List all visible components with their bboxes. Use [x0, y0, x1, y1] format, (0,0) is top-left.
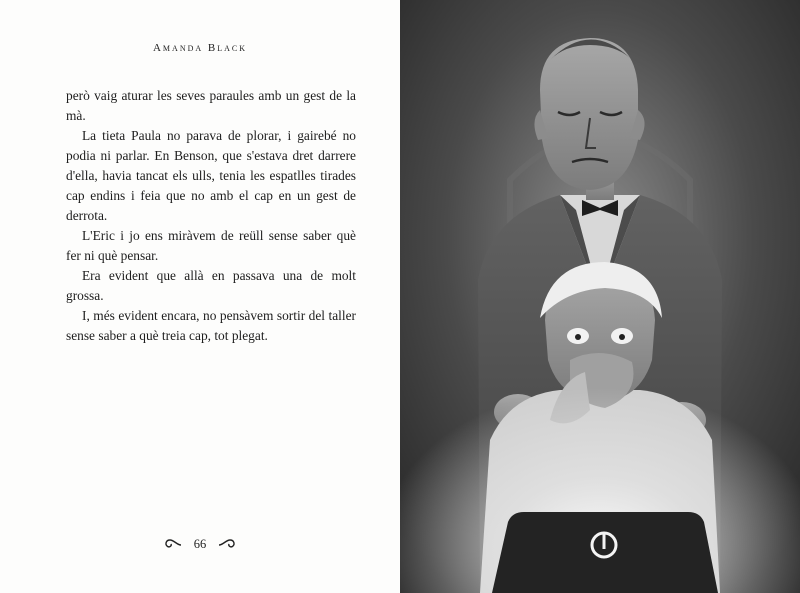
paragraph: I, més evident encara, no pensàvem sortir del taller sense saber a què treia cap, tot plegat. — [66, 308, 356, 343]
illustration-page — [400, 0, 800, 593]
paragraph: L'Eric i jo ens miràvem de reüll sense saber què fer ni què pensar. — [66, 228, 356, 263]
right-flourish-icon — [217, 537, 237, 551]
running-head: Amanda Black — [152, 42, 248, 54]
paragraph: però vaig aturar les seves paraules amb un gest de la mà. — [66, 88, 356, 123]
illustration — [400, 0, 800, 593]
paragraph: La tieta Paula no parava de plorar, i gairebé no podia ni parlar. En Benson, que s'estava dret darrere d'ella, havia tancat els ulls, tenia les espatlles tirades cap endins i feia que no amb el cap en un gest de derrota. — [66, 128, 356, 223]
page-number: 66 — [193, 536, 207, 551]
butler-head — [540, 38, 638, 190]
body-text — [66, 86, 356, 346]
left-flourish-icon — [163, 537, 183, 551]
laptop — [492, 512, 718, 593]
page-folio — [0, 536, 400, 552]
paragraph: Era evident que allà en passava una de molt grossa. — [66, 268, 356, 303]
